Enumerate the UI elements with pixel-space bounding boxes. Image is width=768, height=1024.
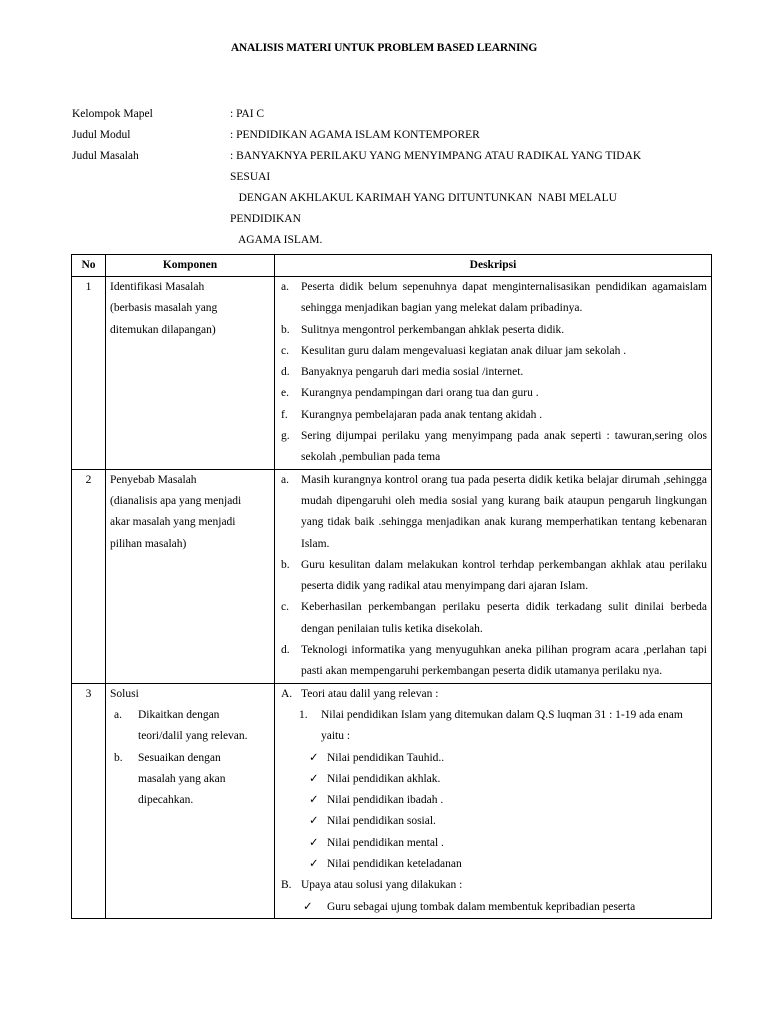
list-item: ✓ Nilai pendidikan ibadah . — [279, 790, 707, 811]
list-item: a. Masih kurangnya kontrol orang tua pada peserta didik ketika belajar dirumah ,sehingga mudah dipengaruhi oleh media sosial yang kurang baik ataupun pengaruh lingkungan yang tidak baik .sehingga menjadikan anak kurang memperhatikan tentang kebenaran Islam. — [281, 473, 707, 550]
deskripsi-cell — [275, 683, 712, 918]
table-row — [72, 277, 712, 470]
list-item: b. Sulitnya mengontrol perkembangan ahklak peserta didik. — [281, 323, 565, 336]
check-icon: ✓ — [309, 815, 319, 828]
document-title: ANALISIS MATERI UNTUK PROBLEM BASED LEARNING — [230, 42, 538, 54]
analysis-table — [71, 254, 712, 919]
list-item: ✓ Nilai pendidikan sosial. — [279, 811, 707, 832]
list-item: b. Sesuaikan dengan masalah yang akan dipecahkan. — [114, 751, 226, 807]
section-b: B. Upaya atau solusi yang dilakukan : — [281, 879, 463, 892]
list-item: g. Sering dijumpai perilaku yang menyimpang pada anak seperti : tawuran,sering olos sekolah ,pembulian pada tema — [281, 430, 707, 464]
check-icon: ✓ — [309, 751, 319, 764]
modul-value: : PENDIDIKAN AGAMA ISLAM KONTEMPORER — [230, 129, 480, 141]
check-icon: ✓ — [303, 900, 313, 913]
row-number: 1 — [72, 277, 106, 470]
check-icon: ✓ — [309, 794, 319, 807]
komponen-cell — [106, 683, 275, 918]
list-item: ✓ Nilai pendidikan Tauhid.. — [279, 748, 707, 769]
masalah-label: Judul Masalah — [72, 150, 139, 162]
list-item: d. Teknologi informatika yang menyuguhkan aneka pilihan program acara ,perlahan tapi pasti akan mempengaruhi perkembangan peserta didik utamanya perilaku nya. — [281, 644, 707, 678]
komponen-line: (berbasis masalah yang — [110, 302, 218, 315]
list-item: b. Guru kesulitan dalam melakukan kontrol terhdap perkembangan akhlak atau perilaku peserta didik yang radikal atau menyimpang dari ajaran Islam. — [281, 558, 707, 593]
masalah-line: : BANYAKNYA PERILAKU YANG MENYIMPANG ATAU RADIKAL YANG TIDAK — [230, 150, 642, 162]
masalah-line: AGAMA ISLAM. — [230, 234, 323, 246]
section-a: A. Teori atau dalil yang relevan : — [281, 687, 439, 700]
deskripsi-cell — [275, 277, 712, 470]
komponen-line: Penyebab Masalah — [110, 473, 197, 486]
komponen-cell — [106, 277, 275, 470]
table-row — [72, 469, 712, 683]
komponen-cell — [106, 469, 275, 683]
masalah-line: PENDIDIKAN — [230, 213, 301, 225]
header-no: No — [72, 255, 106, 277]
header-deskripsi: Deskripsi — [275, 255, 712, 277]
komponen-line: Solusi — [110, 687, 139, 700]
komponen-line: ditemukan dilapangan) — [110, 323, 216, 336]
list-item: ✓ Nilai pendidikan mental . — [279, 833, 707, 854]
komponen-line: pilihan masalah) — [110, 537, 187, 550]
list-item: c. Kesulitan guru dalam mengevaluasi kegiatan anak diluar jam sekolah . — [281, 344, 627, 357]
list-item: a. Peserta didik belum sepenuhnya dapat menginternalisasikan pendidikan agamaislam sehingga menjadikan bagian yang melekat dalam pribadinya. — [281, 281, 707, 315]
deskripsi-cell — [275, 469, 712, 683]
list-item: d. Banyaknya pengaruh dari media sosial /internet. — [281, 366, 524, 379]
kelompok-value: : PAI C — [230, 108, 265, 120]
masalah-line: DENGAN AKHLAKUL KARIMAH YANG DITUNTUNKAN NABI MELALU — [230, 192, 617, 204]
table-header-row — [72, 255, 712, 277]
list-item: ✓ Nilai pendidikan keteladanan — [279, 854, 707, 875]
komponen-line: Identifikasi Masalah — [110, 281, 205, 293]
kelompok-label: Kelompok Mapel — [72, 108, 153, 120]
list-item: c. Keberhasilan perkembangan perilaku peserta didik terkadang sulit dinilai berbeda dengan penilaian tulis ketika disekolah. — [281, 601, 707, 635]
check-icon: ✓ — [309, 772, 319, 785]
table-row — [72, 683, 712, 918]
komponen-line: (dianalisis apa yang menjadi — [110, 494, 242, 507]
header-komponen: Komponen — [106, 255, 275, 277]
list-item: ✓ Nilai pendidikan akhlak. — [279, 769, 707, 790]
list-item: f. Kurangnya pembelajaran pada anak tentang akidah . — [281, 408, 543, 421]
check-icon: ✓ — [309, 836, 319, 849]
check-icon: ✓ — [309, 858, 319, 871]
list-item: a. Dikaitkan dengan teori/dalil yang relevan. — [114, 708, 248, 743]
list-item: ✓ Guru sebagai ujung tombak dalam membentuk kepribadian peserta — [279, 897, 707, 918]
list-item: e. Kurangnya pendampingan dari orang tua dan guru . — [281, 387, 539, 400]
row-number: 2 — [72, 469, 106, 683]
komponen-line: akar masalah yang menjadi — [110, 516, 236, 529]
modul-label: Judul Modul — [72, 129, 131, 141]
row-number: 3 — [72, 683, 106, 918]
masalah-line: SESUAI — [230, 171, 271, 183]
list-item: 1. Nilai pendidikan Islam yang ditemukan dalam Q.S luqman 31 : 1-19 ada enam yaitu : — [299, 708, 683, 743]
